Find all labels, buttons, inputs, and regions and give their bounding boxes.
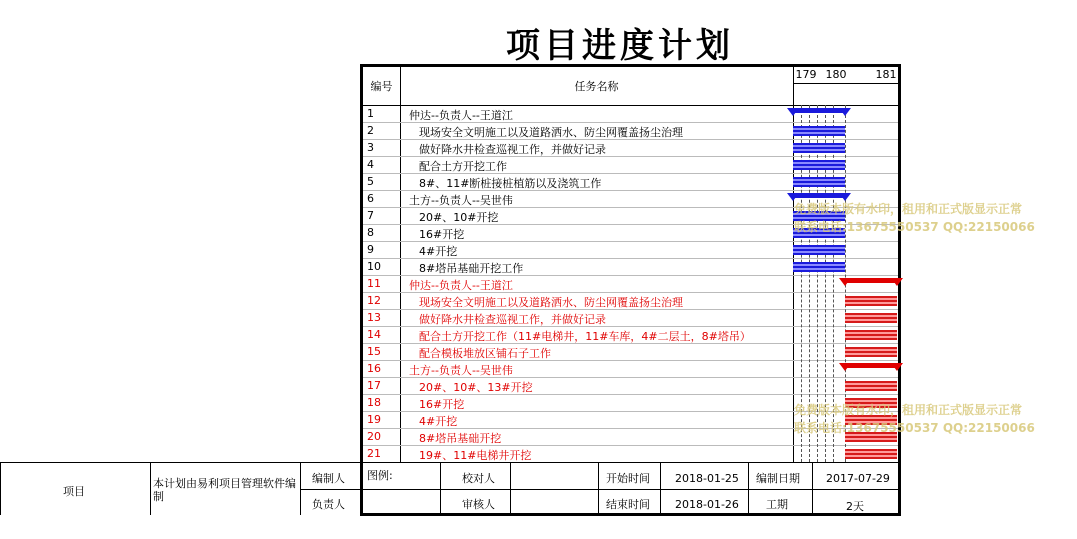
header-no: 编号 (370, 80, 393, 93)
task-name: 19#、11#电梯井开挖 (419, 449, 532, 462)
timeline-label-179: 179 (795, 67, 817, 81)
left-divider (0, 462, 1, 515)
page-title: 项目进度计划 (506, 26, 734, 66)
task-bar[interactable] (793, 245, 845, 255)
task-name: 土方--负责人--吴世伟 (409, 194, 513, 207)
task-number: 10 (367, 260, 381, 273)
task-name: 4#开挖 (419, 415, 458, 428)
summary-marker-icon (839, 363, 851, 371)
task-number: 19 (367, 413, 381, 426)
task-number: 16 (367, 362, 381, 375)
table-row[interactable] (363, 309, 793, 326)
end-time-label: 结束时间 (606, 498, 650, 511)
task-number: 5 (367, 175, 374, 188)
task-number: 3 (367, 141, 374, 154)
task-number: 7 (367, 209, 374, 222)
task-name: 配合土方开挖工作（11#电梯井，11#车库，4#二层土，8#塔吊） (419, 330, 751, 343)
software-note: 本计划由易利项目管理软件编制 (153, 477, 296, 503)
task-number: 11 (367, 277, 381, 290)
table-row[interactable] (363, 173, 793, 190)
left-divider (150, 462, 151, 515)
summary-bar[interactable] (845, 278, 897, 283)
task-bar[interactable] (793, 177, 845, 187)
table-row[interactable] (363, 326, 793, 343)
task-bar[interactable] (845, 296, 897, 306)
summary-marker-icon (891, 278, 903, 286)
project-label: 项目 (63, 485, 85, 498)
table-row[interactable] (363, 190, 793, 207)
watermark-line: 联系电话:13675550537 QQ:22150066 (794, 421, 1035, 435)
footer-divider (748, 462, 749, 513)
timeline-subline (793, 83, 898, 84)
footer-divider (660, 462, 661, 513)
legend-label: 图例: (367, 469, 393, 482)
header-task-name: 任务名称 (574, 80, 619, 93)
task-number: 20 (367, 430, 381, 443)
watermark-line: 联系电话:13675550537 QQ:22150066 (794, 220, 1035, 234)
left-top-line (0, 462, 360, 463)
task-name: 配合土方开挖工作 (419, 160, 507, 173)
task-bar[interactable] (845, 449, 897, 459)
summary-bar[interactable] (845, 363, 897, 368)
summary-bar[interactable] (793, 193, 845, 198)
task-name: 配合模板堆放区铺石子工作 (419, 347, 551, 360)
table-row[interactable] (363, 122, 793, 139)
task-number: 2 (367, 124, 374, 137)
footer-mid-line (363, 489, 898, 490)
reviewer-label: 审核人 (462, 498, 495, 511)
summary-marker-icon (839, 278, 851, 286)
footer-divider (510, 462, 511, 513)
table-row[interactable] (363, 105, 793, 122)
task-number: 15 (367, 345, 381, 358)
table-row[interactable] (363, 377, 793, 394)
table-row[interactable] (363, 343, 793, 360)
timeline-label-180: 180 (825, 67, 847, 81)
duration-label: 工期 (766, 498, 788, 511)
table-row[interactable] (363, 156, 793, 173)
task-number: 6 (367, 192, 374, 205)
start-time-value: 2018-01-25 (675, 472, 739, 485)
table-row[interactable] (363, 411, 793, 428)
start-time-label: 开始时间 (606, 472, 650, 485)
table-row[interactable] (363, 258, 793, 275)
task-name: 做好降水井检查巡视工作，并做好记录 (419, 313, 606, 326)
watermark-line: 免费版本版有水印，租用和正式版显示正常 (794, 403, 1023, 417)
summary-marker-icon (839, 108, 851, 116)
task-bar[interactable] (793, 126, 845, 136)
summary-marker-icon (891, 363, 903, 371)
compile-date-label: 编制日期 (756, 472, 800, 485)
footer-divider (440, 462, 441, 513)
table-row[interactable] (363, 445, 793, 462)
duration-value: 2天 (846, 500, 864, 513)
task-number: 4 (367, 158, 374, 171)
task-number: 17 (367, 379, 381, 392)
timeline-label-181: 181 (875, 67, 897, 81)
compiler-label: 编制人 (312, 472, 345, 485)
table-row[interactable] (363, 428, 793, 445)
task-number: 18 (367, 396, 381, 409)
compile-date-value: 2017-07-29 (826, 472, 890, 485)
summary-bar[interactable] (793, 108, 845, 113)
task-bar[interactable] (845, 330, 897, 340)
task-number: 9 (367, 243, 374, 256)
task-name: 8#塔吊基础开挖 (419, 432, 502, 445)
table-row[interactable] (363, 224, 793, 241)
task-name: 20#、10#开挖 (419, 211, 499, 224)
task-name: 4#开挖 (419, 245, 458, 258)
footer-divider (598, 462, 599, 513)
task-name: 做好降水井检查巡视工作，并做好记录 (419, 143, 606, 156)
summary-marker-icon (787, 108, 799, 116)
table-row[interactable] (363, 292, 793, 309)
task-name: 仲达--负责人--王道江 (409, 279, 513, 292)
owner-label: 负责人 (312, 498, 345, 511)
task-number: 12 (367, 294, 381, 307)
task-name: 8#、11#断桩接桩植筋以及浇筑工作 (419, 177, 602, 190)
table-row[interactable] (363, 360, 793, 377)
checker-label: 校对人 (462, 472, 495, 485)
task-number: 14 (367, 328, 381, 341)
task-name: 20#、10#、13#开挖 (419, 381, 533, 394)
task-number: 13 (367, 311, 381, 324)
table-row[interactable] (363, 139, 793, 156)
left-divider (300, 462, 301, 515)
task-name: 16#开挖 (419, 398, 465, 411)
footer-top-line (363, 462, 898, 463)
task-number: 8 (367, 226, 374, 239)
watermark-line: 免费版本版有水印，租用和正式版显示正常 (794, 202, 1023, 216)
task-name: 8#塔吊基础开挖工作 (419, 262, 524, 275)
task-name: 16#开挖 (419, 228, 465, 241)
end-time-value: 2018-01-26 (675, 498, 739, 511)
table-row[interactable] (363, 207, 793, 224)
footer-divider (812, 462, 813, 513)
table-row[interactable] (363, 241, 793, 258)
task-name: 现场安全文明施工以及道路洒水、防尘网覆盖扬尘治理 (419, 126, 683, 139)
task-bar[interactable] (793, 160, 845, 170)
task-name: 土方--负责人--吴世伟 (409, 364, 513, 377)
task-bar[interactable] (845, 313, 897, 323)
task-name: 现场安全文明施工以及道路洒水、防尘网覆盖扬尘治理 (419, 296, 683, 309)
table-row[interactable] (363, 394, 793, 411)
task-name: 仲达--负责人--王道江 (409, 109, 513, 122)
table-row[interactable] (363, 275, 793, 292)
table-header (363, 67, 898, 106)
task-bar[interactable] (845, 381, 897, 391)
task-bar[interactable] (845, 347, 897, 357)
task-bar[interactable] (793, 143, 845, 153)
task-bar[interactable] (793, 262, 845, 272)
task-number: 1 (367, 107, 374, 120)
left-mid-line (300, 489, 360, 490)
task-number: 21 (367, 447, 381, 460)
